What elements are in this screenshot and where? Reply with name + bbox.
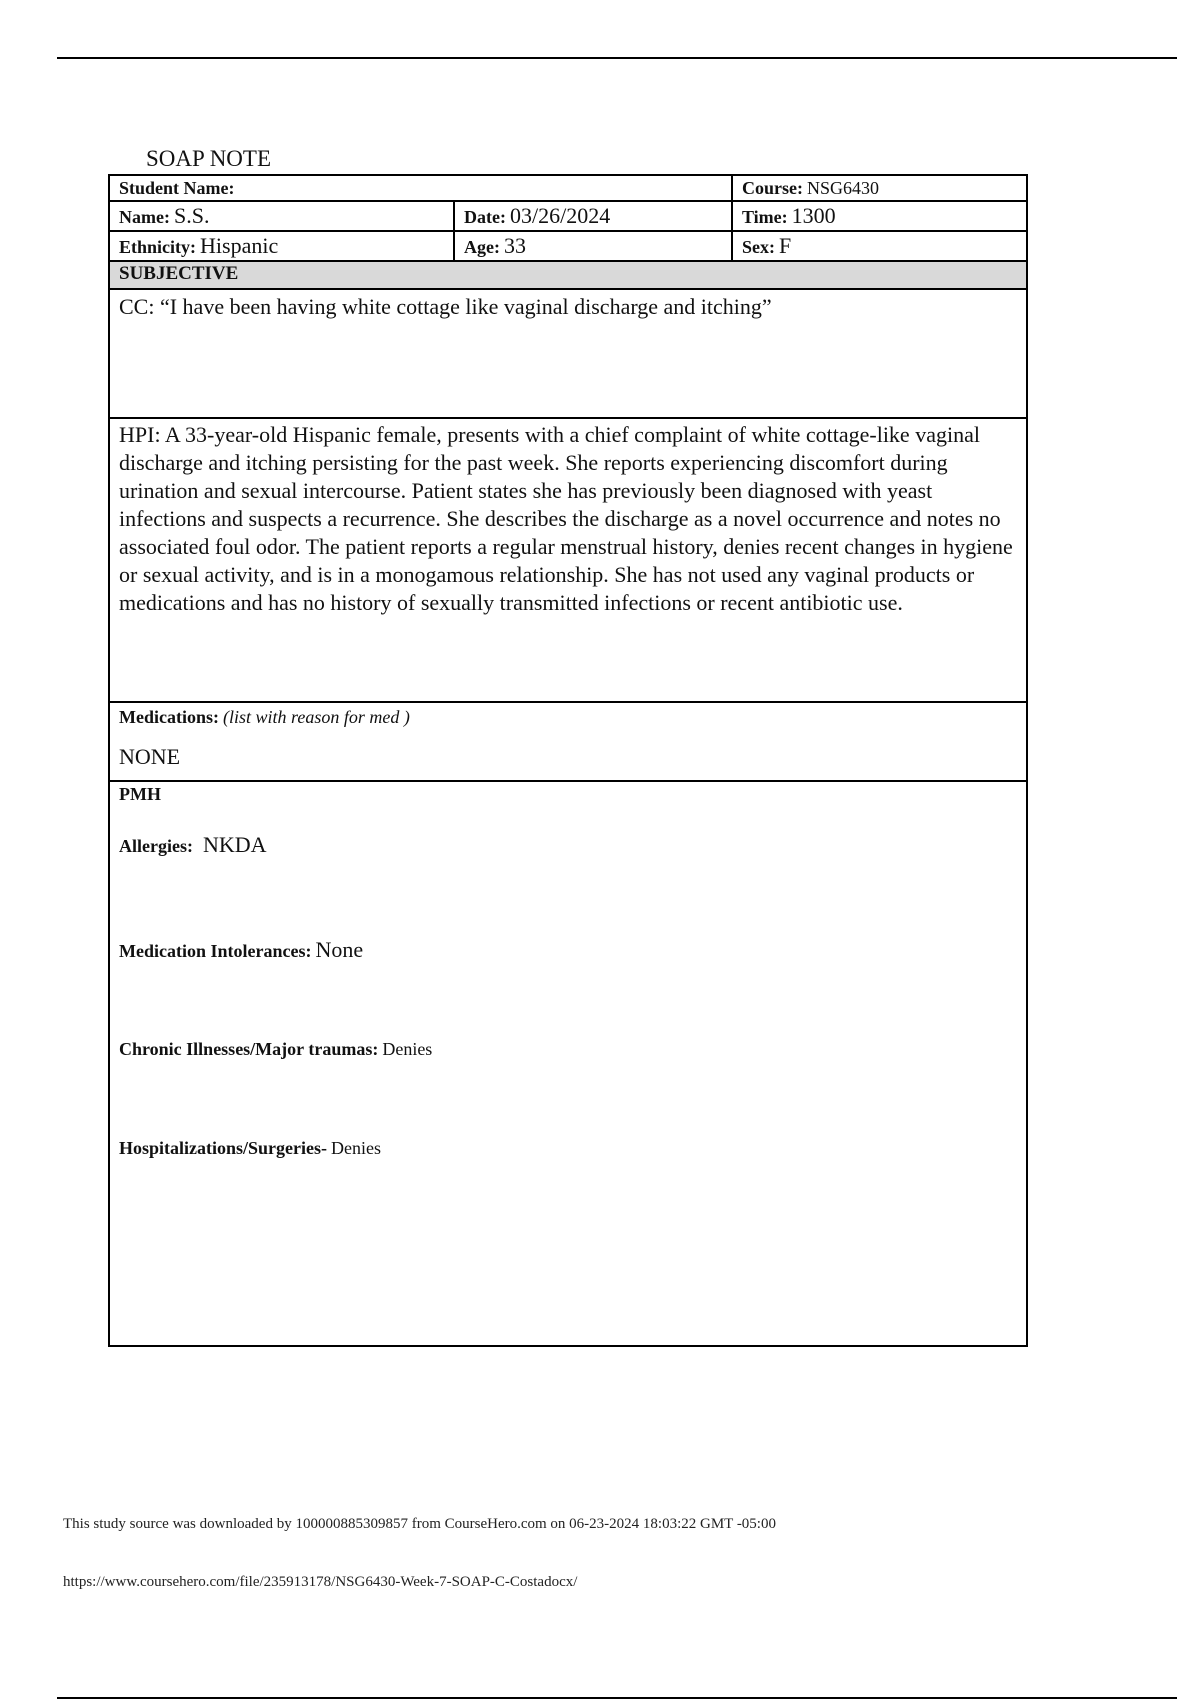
ethnicity-value: Hispanic bbox=[200, 233, 279, 258]
subjective-heading: SUBJECTIVE bbox=[110, 262, 1026, 288]
sex-value: F bbox=[779, 233, 792, 258]
course-value: NSG6430 bbox=[807, 178, 880, 198]
chief-complaint-row bbox=[110, 290, 1026, 419]
sex-cell bbox=[731, 232, 1026, 260]
download-notice: This study source was downloaded by 100000885309857 from CourseHero.com on 06-23-2024 18:03:22 GMT -05:00 bbox=[63, 1516, 776, 1532]
subjective-heading-row bbox=[110, 262, 1026, 290]
source-url[interactable]: https://www.coursehero.com/file/235913178/NSG6430-Week-7-SOAP-C-Costadocx/ bbox=[63, 1574, 578, 1590]
page-title: SOAP NOTE bbox=[146, 146, 272, 171]
age-label: Age: bbox=[464, 237, 500, 257]
time-cell bbox=[731, 202, 1026, 230]
ethnicity-label: Ethnicity: bbox=[119, 237, 197, 257]
age-value: 33 bbox=[503, 233, 526, 258]
sex-label: Sex: bbox=[742, 237, 775, 257]
bottom-rule bbox=[57, 1697, 1177, 1699]
intolerances-label: Medication Intolerances: bbox=[119, 941, 312, 961]
intolerances-value: None bbox=[315, 937, 364, 962]
medications-row bbox=[110, 703, 1026, 782]
allergies-value: NKDA bbox=[202, 832, 267, 857]
course-cell bbox=[731, 176, 1026, 200]
time-label: Time: bbox=[742, 207, 788, 227]
pmh-row bbox=[110, 782, 1026, 1345]
course-label: Course: bbox=[742, 178, 803, 198]
allergies-label: Allergies: bbox=[119, 836, 193, 856]
name-value: S.S. bbox=[173, 203, 210, 228]
date-label: Date: bbox=[464, 207, 506, 227]
student-row bbox=[110, 176, 1026, 202]
pmh-block bbox=[110, 782, 1026, 1345]
age-cell bbox=[453, 232, 731, 260]
student-name-label: Student Name: bbox=[119, 178, 235, 198]
chief-complaint: CC: “I have been having white cottage like vaginal discharge and itching” bbox=[119, 294, 772, 319]
ethnicity-cell bbox=[110, 232, 453, 260]
medications-value: NONE bbox=[119, 744, 181, 769]
intolerances-line bbox=[119, 937, 363, 963]
date-value: 03/26/2024 bbox=[509, 203, 611, 228]
chronic-illnesses-value: Denies bbox=[382, 1039, 433, 1059]
patient-row bbox=[110, 202, 1026, 232]
demographics-row bbox=[110, 232, 1026, 262]
name-cell bbox=[110, 202, 453, 230]
medications-note: (list with reason for med ) bbox=[222, 707, 410, 727]
time-value: 1300 bbox=[791, 203, 836, 228]
name-label: Name: bbox=[119, 207, 170, 227]
hospitalizations-value: Denies bbox=[331, 1138, 381, 1158]
pmh-heading: PMH bbox=[119, 784, 161, 804]
hpi-text: HPI: A 33-year-old Hispanic female, presents with a chief complaint of white cottage-like vaginal discharge and itching persisting for the past week. She reports experiencing discomfort during urination and sexual intercourse. Patient states she has previously been diagnosed with yeast infections and suspects a recurrence. She describes the discharge as a novel occurrence and notes no associated foul odor. The patient reports a regular menstrual history, denies recent changes in hygiene or sexual activity, and is in a monogamous relationship. She has not used any vaginal products or medications and has no history of sexually transmitted infections or recent antibiotic use. bbox=[119, 422, 1013, 615]
chronic-illnesses-label: Chronic Illnesses/Major traumas: bbox=[119, 1039, 379, 1059]
hpi-row bbox=[110, 419, 1026, 703]
allergies-line bbox=[119, 832, 267, 858]
date-cell bbox=[453, 202, 731, 230]
chronic-illnesses-line bbox=[119, 1039, 432, 1060]
student-name-cell bbox=[110, 176, 731, 200]
medications-label: Medications: bbox=[119, 707, 219, 727]
hospitalizations-label: Hospitalizations/Surgeries- bbox=[119, 1138, 327, 1158]
hospitalizations-line bbox=[119, 1138, 381, 1159]
top-rule bbox=[57, 57, 1177, 59]
soap-note-table bbox=[108, 174, 1028, 1347]
medications-block bbox=[110, 703, 419, 780]
